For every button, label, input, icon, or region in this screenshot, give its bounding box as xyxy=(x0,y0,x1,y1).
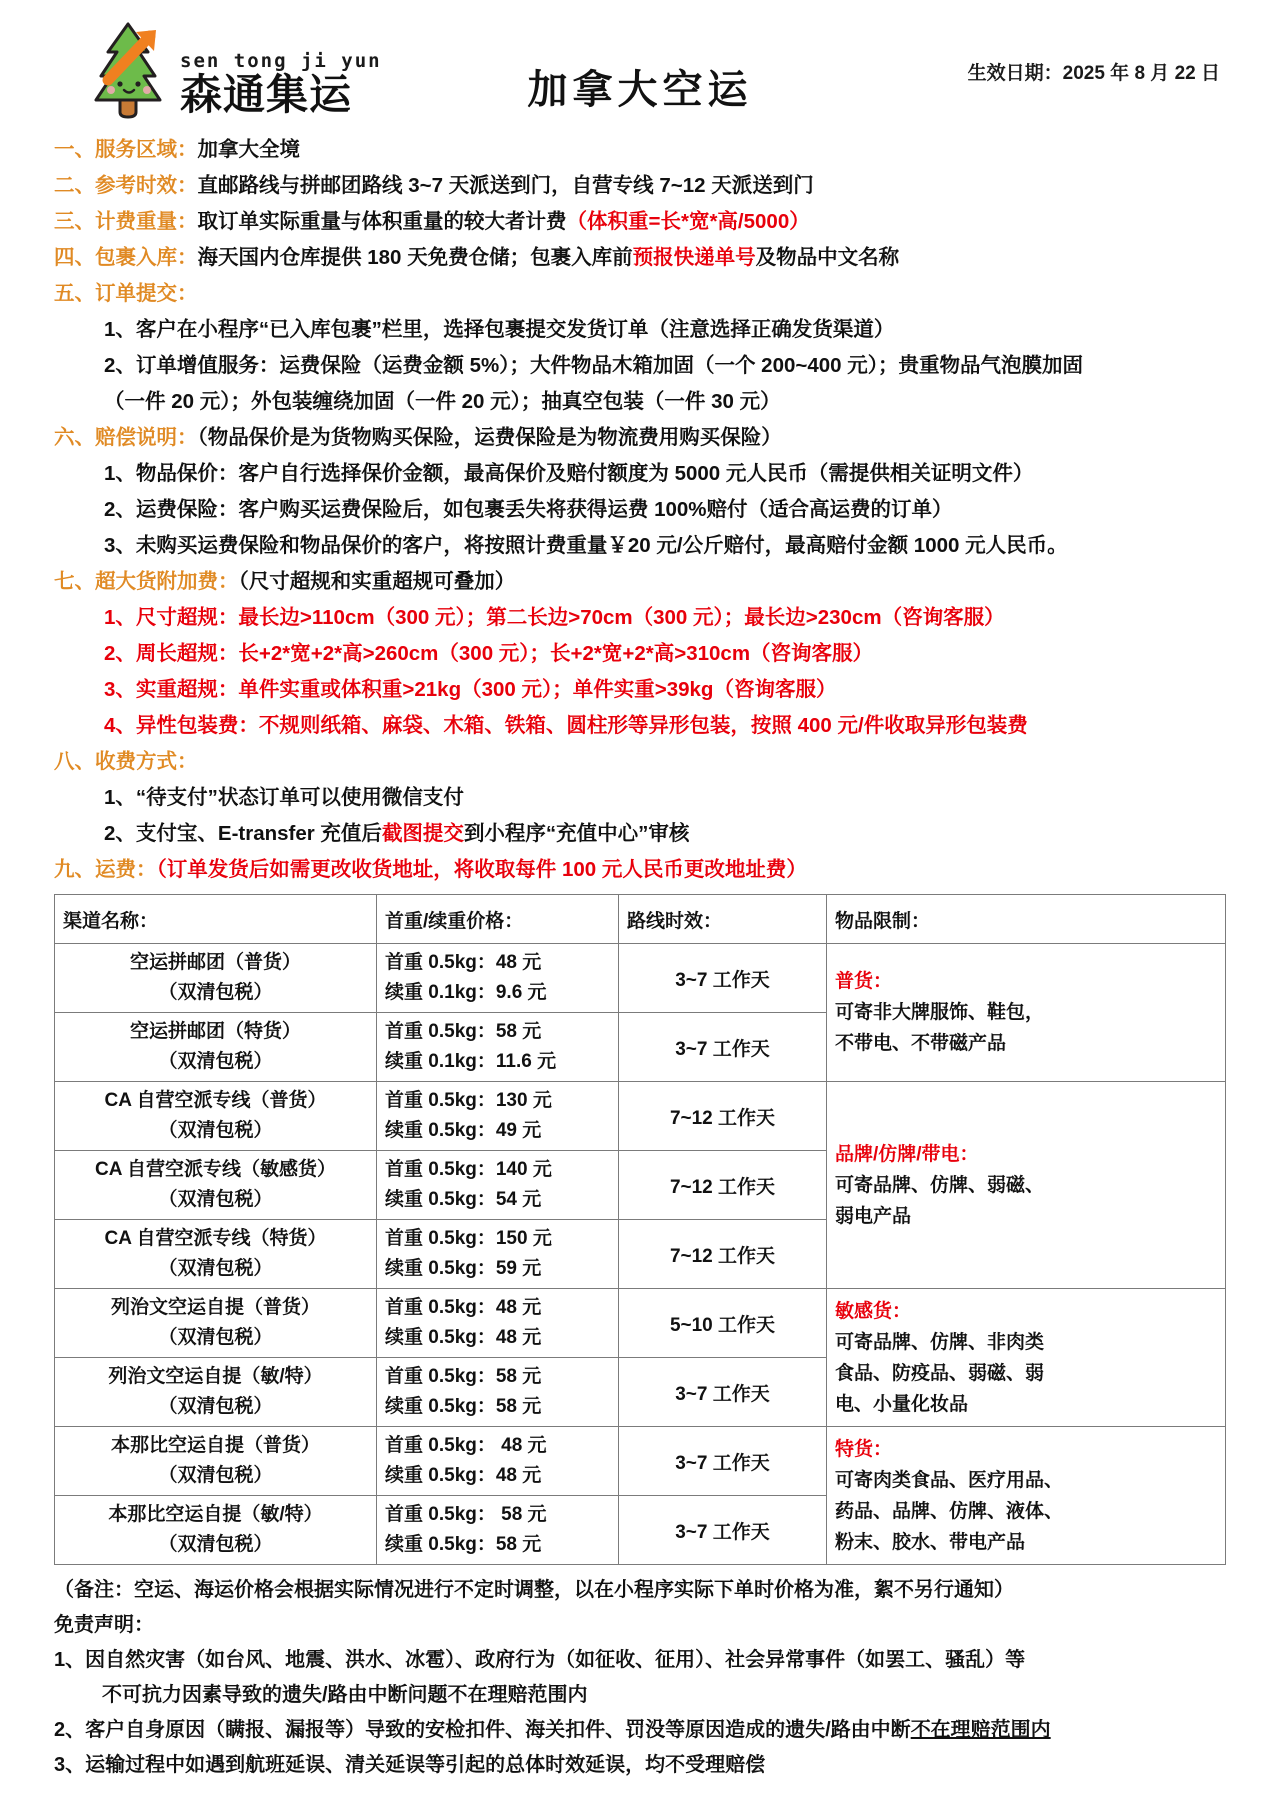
disclaimer-item-1-cont: 不可抗力因素导致的遗失/路由中断问题不在理赔范围内 xyxy=(102,1684,588,1706)
cell-limits-general xyxy=(827,944,1226,1082)
limit-line: 电、小量化妆品 xyxy=(835,1393,969,1415)
limit-line: 弱电产品 xyxy=(835,1205,912,1227)
limit-heading: 特货： xyxy=(835,1438,893,1460)
section-3-title: 计费重量： xyxy=(95,210,198,233)
section-9-number: 九、 xyxy=(54,858,95,881)
limit-heading: 敏感货： xyxy=(835,1300,912,1322)
cell-channel xyxy=(55,1427,377,1496)
cell-channel xyxy=(55,1082,377,1151)
disclaimer-title: 免责声明： xyxy=(54,1614,154,1636)
section-6 xyxy=(54,420,1226,456)
cell-price xyxy=(377,1013,619,1082)
cell-channel xyxy=(55,1013,377,1082)
rate-table xyxy=(54,894,1226,1565)
table-note: （备注：空运、海运价格会根据实际情况进行不定时调整，以在小程序实际下单时价格为准，絮不另行通知） xyxy=(54,1579,1014,1601)
limit-line: 粉末、胶水、带电产品 xyxy=(835,1531,1026,1553)
channel-line-1: 列治文空运自提（普货） xyxy=(110,1297,320,1318)
channel-line-2: （双清包税） xyxy=(158,1327,273,1348)
limit-line: 药品、品牌、仿牌、液体、 xyxy=(835,1500,1064,1522)
cell-days: 3~7 工作天 xyxy=(619,1496,827,1565)
disclaimer-item-2-underline: 不在理赔范围内 xyxy=(910,1719,1051,1741)
price-first: 首重 0.5kg：58 元 xyxy=(385,1021,542,1042)
cell-channel xyxy=(55,1496,377,1565)
document-header xyxy=(54,14,1226,126)
channel-line-2: （双清包税） xyxy=(158,1534,273,1555)
disclaimer-item-2 xyxy=(54,1713,1226,1748)
terms-content xyxy=(54,132,1226,1783)
cell-price xyxy=(377,1358,619,1427)
cell-price xyxy=(377,1427,619,1496)
limit-line: 可寄品牌、仿牌、非肉类 xyxy=(835,1331,1045,1353)
cell-days: 3~7 工作天 xyxy=(619,944,827,1013)
cell-price xyxy=(377,944,619,1013)
section-7-item-3: 3、实重超规：单件实重或体积重>21kg（300 元）；单件实重>39kg（咨询客服） xyxy=(104,678,837,701)
section-8-number: 八、 xyxy=(54,750,95,773)
header-days: 路线时效： xyxy=(619,895,827,944)
section-4-body-b: 及物品中文名称 xyxy=(755,246,900,269)
price-add: 续重 0.1kg：11.6 元 xyxy=(385,1051,557,1072)
table-row xyxy=(55,944,1226,1013)
section-3-body: 取订单实际重量与体积重量的较大者计费 xyxy=(197,210,567,233)
cell-price xyxy=(377,1082,619,1151)
cell-channel xyxy=(55,1151,377,1220)
channel-line-2: （双清包税） xyxy=(158,1465,273,1486)
table-row xyxy=(55,1427,1226,1496)
limit-line: 不带电、不带磁产品 xyxy=(835,1033,1007,1054)
price-add: 续重 0.5kg：58 元 xyxy=(385,1534,542,1555)
channel-line-2: （双清包税） xyxy=(158,1120,273,1141)
cell-days: 7~12 工作天 xyxy=(619,1220,827,1289)
cell-price xyxy=(377,1496,619,1565)
section-6-body: （物品保价是为货物购买保险，运费保险是为物流费用购买保险） xyxy=(197,426,782,449)
cell-days: 3~7 工作天 xyxy=(619,1358,827,1427)
channel-line-1: 本那比空运自提（敏/特） xyxy=(108,1504,323,1525)
effective-date: 生效日期：2025 年 8 月 22 日 xyxy=(967,63,1220,84)
section-2-title: 参考时效： xyxy=(95,174,198,197)
section-7 xyxy=(54,564,1226,600)
section-8-item-2 xyxy=(54,816,1226,852)
cell-limits-sensitive xyxy=(827,1289,1226,1427)
channel-line-2: （双清包税） xyxy=(158,1051,273,1072)
section-9-body: （订单发货后如需更改收货地址，将收取每件 100 元人民币更改地址费） xyxy=(156,858,807,881)
channel-line-1: CA 自营空派专线（敏感货） xyxy=(94,1159,337,1180)
header-price: 首重/续重价格： xyxy=(377,895,619,944)
channel-line-1: 空运拼邮团（特货） xyxy=(129,1021,301,1042)
brand-pinyin: sen tong ji yun xyxy=(180,50,382,72)
section-2 xyxy=(54,168,1226,204)
section-9-title: 运费： xyxy=(95,858,157,881)
section-6-item-2: 2、运费保险：客户购买运费保险后，如包裹丢失将获得运费 100%赔付（适合高运费的订单） xyxy=(104,498,953,521)
header-channel: 渠道名称： xyxy=(55,895,377,944)
cell-limits-brand xyxy=(827,1082,1226,1289)
limit-line: 可寄肉类食品、医疗用品、 xyxy=(835,1469,1064,1491)
section-6-title: 赔偿说明： xyxy=(95,426,198,449)
section-8-item-2-emphasis: 截图提交 xyxy=(381,822,464,845)
cell-days: 7~12 工作天 xyxy=(619,1151,827,1220)
section-7-body: （尺寸超规和实重超规可叠加） xyxy=(238,570,516,593)
price-first: 首重 0.5kg： 48 元 xyxy=(385,1435,547,1456)
section-1-number: 一、 xyxy=(54,138,95,161)
price-add: 续重 0.5kg：58 元 xyxy=(385,1396,542,1417)
section-1-title: 服务区域： xyxy=(95,138,198,161)
price-add: 续重 0.5kg：48 元 xyxy=(385,1465,542,1486)
section-1-body: 加拿大全境 xyxy=(197,138,300,161)
channel-line-2: （双清包税） xyxy=(158,982,273,1003)
limit-line: 可寄非大牌服饰、鞋包， xyxy=(835,1002,1045,1023)
section-8-item-1: 1、“待支付”状态订单可以使用微信支付 xyxy=(104,786,464,809)
section-6-item-3: 3、未购买运费保险和物品保价的客户，将按照计费重量￥20 元/公斤赔付，最高赔付金额 1000 元人民币。 xyxy=(104,534,1068,557)
cell-price xyxy=(377,1289,619,1358)
section-4 xyxy=(54,240,1226,276)
price-first: 首重 0.5kg：58 元 xyxy=(385,1366,542,1387)
section-3 xyxy=(54,204,1226,240)
cell-price xyxy=(377,1220,619,1289)
section-9 xyxy=(54,852,1226,888)
disclaimer-item-3: 3、运输过程中如遇到航班延误、清关延误等引起的总体时效延误，均不受理赔偿 xyxy=(54,1754,766,1776)
channel-line-1: CA 自营空派专线（普货） xyxy=(104,1090,327,1111)
channel-line-2: （双清包税） xyxy=(158,1258,273,1279)
channel-line-1: 本那比空运自提（普货） xyxy=(110,1435,320,1456)
channel-line-1: 空运拼邮团（普货） xyxy=(129,952,301,973)
cell-days: 3~7 工作天 xyxy=(619,1013,827,1082)
limit-line: 食品、防疫品、弱磁、弱 xyxy=(835,1362,1045,1384)
disclaimer-item-1: 1、因自然灾害（如台风、地震、洪水、冰雹）、政府行为（如征收、征用）、社会异常事件（如罢工、骚乱）等 xyxy=(54,1649,1026,1671)
section-2-body: 直邮路线与拼邮团路线 3~7 天派送到门，自营专线 7~12 天派送到门 xyxy=(197,174,814,197)
header-limits: 物品限制： xyxy=(827,895,1226,944)
section-3-formula: （体积重=长*宽*高/5000） xyxy=(566,210,810,233)
section-8 xyxy=(54,744,1226,780)
price-add: 续重 0.5kg：54 元 xyxy=(385,1189,542,1210)
section-4-title: 包裹入库： xyxy=(95,246,198,269)
section-7-number: 七、 xyxy=(54,570,95,593)
cell-channel xyxy=(55,944,377,1013)
section-7-item-2: 2、周长超规：长+2*宽+2*高>260cm（300 元）；长+2*宽+2*高>310cm（咨询客服） xyxy=(104,642,874,665)
brand-name: 森通集运 xyxy=(180,71,353,118)
section-1 xyxy=(54,132,1226,168)
limit-line: 可寄品牌、仿牌、弱磁、 xyxy=(835,1174,1045,1196)
section-5-title: 订单提交： xyxy=(95,282,198,305)
price-first: 首重 0.5kg：48 元 xyxy=(385,1297,542,1318)
section-6-number: 六、 xyxy=(54,426,95,449)
section-7-item-4: 4、异性包装费：不规则纸箱、麻袋、木箱、铁箱、圆柱形等异形包装，按照 400 元/件收取异形包装费 xyxy=(104,714,1028,737)
table-header-row xyxy=(55,895,1226,944)
limit-heading: 普货： xyxy=(835,971,893,992)
disclaimer-item-2-text: 2、客户自身原因（瞒报、漏报等）导致的安检扣件、海关扣件、罚没等原因造成的遗失/路由中断 xyxy=(54,1719,911,1741)
table-row xyxy=(55,1289,1226,1358)
section-3-number: 三、 xyxy=(54,210,95,233)
channel-line-1: 列治文空运自提（敏/特） xyxy=(108,1366,323,1387)
channel-line-2: （双清包税） xyxy=(158,1396,273,1417)
section-7-title: 超大货附加费： xyxy=(95,570,239,593)
section-8-title: 收费方式： xyxy=(95,750,198,773)
cell-limits-special xyxy=(827,1427,1226,1565)
section-8-item-2-a: 2、支付宝、E-transfer 充值后 xyxy=(104,822,382,845)
cell-channel xyxy=(55,1289,377,1358)
cell-channel xyxy=(55,1220,377,1289)
cell-channel xyxy=(55,1358,377,1427)
price-first: 首重 0.5kg： 58 元 xyxy=(385,1504,547,1525)
section-5-number: 五、 xyxy=(54,282,95,305)
price-add: 续重 0.5kg：48 元 xyxy=(385,1327,542,1348)
price-add: 续重 0.5kg：49 元 xyxy=(385,1120,542,1141)
section-7-item-1: 1、尺寸超规：最长边>110cm（300 元）；第二长边>70cm（300 元）；最长边>230cm（咨询客服） xyxy=(104,606,1005,629)
section-4-emphasis: 预报快递单号 xyxy=(632,246,756,269)
section-5-item-2-cont: （一件 20 元）；外包装缠绕加固（一件 20 元）；抽真空包装（一件 30 元） xyxy=(104,390,781,413)
cell-days: 7~12 工作天 xyxy=(619,1082,827,1151)
price-add: 续重 0.1kg：9.6 元 xyxy=(385,982,547,1003)
section-4-body-a: 海天国内仓库提供 180 天免费仓储；包裹入库前 xyxy=(197,246,633,269)
cell-days: 5~10 工作天 xyxy=(619,1289,827,1358)
section-5 xyxy=(54,276,1226,312)
cell-price xyxy=(377,1151,619,1220)
document-footer xyxy=(54,1573,1226,1783)
page-title: 加拿大空运 xyxy=(527,68,753,112)
table-row xyxy=(55,1082,1226,1151)
price-add: 续重 0.5kg：59 元 xyxy=(385,1258,542,1279)
section-5-item-1: 1、客户在小程序“已入库包裹”栏里，选择包裹提交发货订单（注意选择正确发货渠道） xyxy=(104,318,895,341)
section-6-item-1: 1、物品保价：客户自行选择保价金额，最高保价及赔付额度为 5000 元人民币（需提供相关证明文件） xyxy=(104,462,1034,485)
section-8-item-2-b: 到小程序“充值中心”审核 xyxy=(463,822,690,845)
limit-heading: 品牌/仿牌/带电： xyxy=(835,1143,979,1165)
section-5-item-2: 2、订单增值服务：运费保险（运费金额 5%）；大件物品木箱加固（一个 200~400 元）；贵重物品气泡膜加固 xyxy=(104,354,1083,377)
section-2-number: 二、 xyxy=(54,174,95,197)
channel-line-1: CA 自营空派专线（特货） xyxy=(104,1228,327,1249)
price-first: 首重 0.5kg：150 元 xyxy=(385,1228,552,1249)
price-first: 首重 0.5kg：130 元 xyxy=(385,1090,552,1111)
section-4-number: 四、 xyxy=(54,246,95,269)
price-first: 首重 0.5kg：48 元 xyxy=(385,952,542,973)
cell-days: 3~7 工作天 xyxy=(619,1427,827,1496)
price-first: 首重 0.5kg：140 元 xyxy=(385,1159,552,1180)
channel-line-2: （双清包税） xyxy=(158,1189,273,1210)
